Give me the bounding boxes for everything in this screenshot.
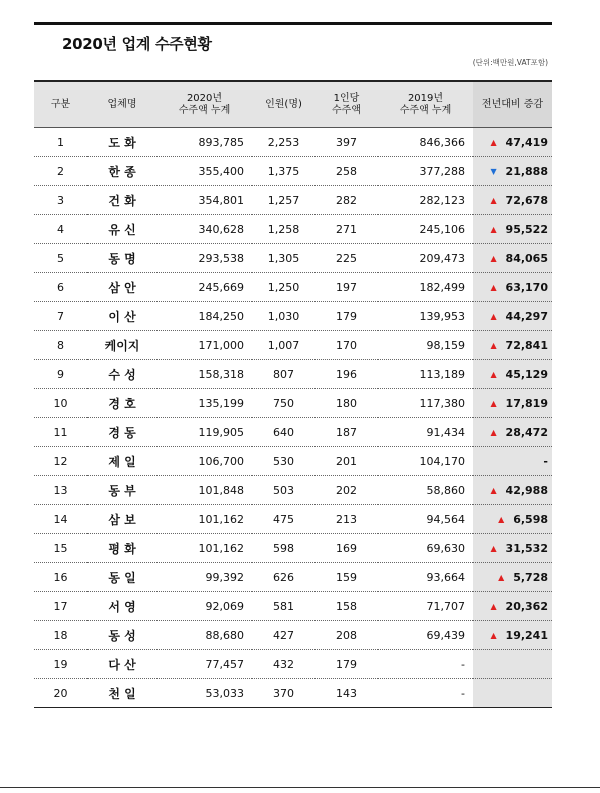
table-row	[34, 650, 552, 679]
staff-cell: 503	[252, 476, 315, 505]
increase-arrow-icon: ▲	[490, 311, 497, 321]
per-capita-cell: 187	[315, 418, 378, 447]
per-capita-cell: 179	[315, 650, 378, 679]
orders-2019-cell: -	[378, 679, 473, 708]
orders-2019-cell: -	[378, 650, 473, 679]
change-value: 20,362	[505, 599, 548, 613]
header-per-capita-line2: 수주액	[332, 104, 361, 116]
increase-arrow-icon: ▲	[490, 224, 497, 234]
rank-cell: 1	[34, 128, 87, 157]
rank-cell: 15	[34, 534, 87, 563]
increase-arrow-icon: ▲	[490, 195, 497, 205]
per-capita-cell: 258	[315, 157, 378, 186]
company-cell: 한 종	[87, 157, 157, 186]
staff-cell: 626	[252, 563, 315, 592]
table-row	[34, 418, 552, 447]
change-cell	[473, 592, 552, 621]
orders-2019-cell: 113,189	[378, 360, 473, 389]
table-row	[34, 157, 552, 186]
change-value: 5,728	[513, 570, 548, 584]
orders-2020-cell: 893,785	[157, 128, 252, 157]
increase-arrow-icon: ▲	[490, 543, 497, 553]
per-capita-cell: 397	[315, 128, 378, 157]
increase-arrow-icon: ▲	[490, 398, 497, 408]
change-value: 47,419	[505, 135, 548, 149]
orders-2020-cell: 354,801	[157, 186, 252, 215]
change-cell	[473, 418, 552, 447]
staff-cell: 427	[252, 621, 315, 650]
per-capita-cell: 271	[315, 215, 378, 244]
staff-cell: 581	[252, 592, 315, 621]
change-value: 45,129	[505, 367, 548, 381]
staff-cell: 1,250	[252, 273, 315, 302]
change-value: 19,241	[505, 628, 548, 642]
increase-arrow-icon: ▲	[490, 630, 497, 640]
orders-2019-cell: 58,860	[378, 476, 473, 505]
orders-2020-cell: 245,669	[157, 273, 252, 302]
increase-arrow-icon: ▲	[490, 427, 497, 437]
orders-2020-cell: 77,457	[157, 650, 252, 679]
company-cell: 도 화	[87, 128, 157, 157]
increase-arrow-icon: ▲	[490, 253, 497, 263]
staff-cell: 807	[252, 360, 315, 389]
table-row	[34, 505, 552, 534]
per-capita-cell: 208	[315, 621, 378, 650]
orders-2020-cell: 99,392	[157, 563, 252, 592]
rank-cell: 19	[34, 650, 87, 679]
change-value: 72,678	[505, 193, 548, 207]
per-capita-cell: 170	[315, 331, 378, 360]
increase-arrow-icon: ▲	[490, 369, 497, 379]
orders-2020-cell: 106,700	[157, 447, 252, 476]
orders-2020-cell: 158,318	[157, 360, 252, 389]
change-value: 44,297	[505, 309, 548, 323]
staff-cell: 530	[252, 447, 315, 476]
increase-arrow-icon: ▲	[490, 485, 497, 495]
change-cell	[473, 157, 552, 186]
per-capita-cell: 169	[315, 534, 378, 563]
rank-cell: 18	[34, 621, 87, 650]
header-change: 전년대비 증감	[473, 81, 552, 128]
table-row	[34, 186, 552, 215]
orders-2019-cell: 69,439	[378, 621, 473, 650]
company-cell: 유 신	[87, 215, 157, 244]
staff-cell: 475	[252, 505, 315, 534]
change-cell	[473, 331, 552, 360]
change-cell	[473, 650, 552, 679]
table-row	[34, 331, 552, 360]
change-cell	[473, 244, 552, 273]
orders-2019-cell: 71,707	[378, 592, 473, 621]
change-cell	[473, 563, 552, 592]
increase-arrow-icon: ▲	[490, 340, 497, 350]
company-cell: 평 화	[87, 534, 157, 563]
table-row	[34, 244, 552, 273]
change-value: 95,522	[505, 222, 548, 236]
table-row	[34, 592, 552, 621]
increase-arrow-icon: ▲	[498, 572, 505, 582]
header-per-capita-line1: 1인당	[333, 92, 360, 104]
change-cell	[473, 215, 552, 244]
company-cell: 수 성	[87, 360, 157, 389]
staff-cell: 640	[252, 418, 315, 447]
rank-cell: 9	[34, 360, 87, 389]
change-cell	[473, 186, 552, 215]
staff-cell: 2,253	[252, 128, 315, 157]
orders-2020-cell: 355,400	[157, 157, 252, 186]
unit-note: (단위:백만원,VAT포함)	[472, 58, 548, 67]
change-value: -	[543, 454, 548, 468]
orders-2019-cell: 846,366	[378, 128, 473, 157]
header-orders-2019	[378, 81, 473, 128]
table-body	[34, 128, 552, 708]
company-cell: 경 호	[87, 389, 157, 418]
table-row	[34, 476, 552, 505]
orders-2019-cell: 377,288	[378, 157, 473, 186]
per-capita-cell: 213	[315, 505, 378, 534]
header-orders-2020	[157, 81, 252, 128]
rank-cell: 7	[34, 302, 87, 331]
change-value: 28,472	[505, 425, 548, 439]
rank-cell: 8	[34, 331, 87, 360]
company-cell: 케이지	[87, 331, 157, 360]
orders-2019-cell: 209,473	[378, 244, 473, 273]
company-cell: 제 일	[87, 447, 157, 476]
staff-cell: 1,258	[252, 215, 315, 244]
change-cell	[473, 505, 552, 534]
change-cell	[473, 302, 552, 331]
per-capita-cell: 159	[315, 563, 378, 592]
per-capita-cell: 179	[315, 302, 378, 331]
rank-cell: 11	[34, 418, 87, 447]
company-cell: 경 동	[87, 418, 157, 447]
company-cell: 동 성	[87, 621, 157, 650]
header-orders-2020-line2: 수주액 누계	[178, 104, 231, 116]
table-row	[34, 679, 552, 708]
title-rule	[34, 22, 552, 25]
per-capita-cell: 225	[315, 244, 378, 273]
change-cell	[473, 621, 552, 650]
table-row	[34, 534, 552, 563]
change-value: 6,598	[513, 512, 548, 526]
table-row	[34, 447, 552, 476]
header-company: 업체명	[87, 81, 157, 128]
rank-cell: 10	[34, 389, 87, 418]
rank-cell: 4	[34, 215, 87, 244]
change-value: 17,819	[505, 396, 548, 410]
orders-2020-cell: 101,848	[157, 476, 252, 505]
company-cell: 이 산	[87, 302, 157, 331]
orders-2019-cell: 282,123	[378, 186, 473, 215]
increase-arrow-icon: ▲	[490, 282, 497, 292]
header-per-capita	[315, 81, 378, 128]
rank-cell: 12	[34, 447, 87, 476]
company-cell: 동 부	[87, 476, 157, 505]
header-orders-2019-line1: 2019년	[407, 92, 444, 104]
per-capita-cell: 282	[315, 186, 378, 215]
orders-2019-cell: 117,380	[378, 389, 473, 418]
change-cell	[473, 128, 552, 157]
table-row	[34, 389, 552, 418]
header-row	[34, 81, 552, 128]
staff-cell: 1,305	[252, 244, 315, 273]
rank-cell: 17	[34, 592, 87, 621]
orders-2020-cell: 101,162	[157, 505, 252, 534]
orders-2019-cell: 182,499	[378, 273, 473, 302]
staff-cell: 432	[252, 650, 315, 679]
company-cell: 삼 보	[87, 505, 157, 534]
rank-cell: 3	[34, 186, 87, 215]
change-value: 63,170	[505, 280, 548, 294]
company-cell: 동 명	[87, 244, 157, 273]
change-cell	[473, 389, 552, 418]
change-cell	[473, 360, 552, 389]
staff-cell: 1,257	[252, 186, 315, 215]
orders-2020-cell: 92,069	[157, 592, 252, 621]
table-row	[34, 215, 552, 244]
increase-arrow-icon: ▲	[498, 514, 505, 524]
table-row	[34, 360, 552, 389]
orders-2019-cell: 91,434	[378, 418, 473, 447]
orders-2019-cell: 69,630	[378, 534, 473, 563]
orders-2020-cell: 88,680	[157, 621, 252, 650]
page-bottom-rule	[0, 787, 600, 788]
page-title: 2020년 업계 수주현황	[62, 35, 212, 53]
orders-2020-cell: 340,628	[157, 215, 252, 244]
header-staff: 인원(명)	[252, 81, 315, 128]
orders-2019-cell: 139,953	[378, 302, 473, 331]
orders-2020-cell: 135,199	[157, 389, 252, 418]
change-cell	[473, 273, 552, 302]
change-cell	[473, 476, 552, 505]
increase-arrow-icon: ▲	[490, 137, 497, 147]
rank-cell: 14	[34, 505, 87, 534]
rank-cell: 13	[34, 476, 87, 505]
table-row	[34, 302, 552, 331]
per-capita-cell: 202	[315, 476, 378, 505]
header-orders-2020-line1: 2020년	[186, 92, 223, 104]
per-capita-cell: 197	[315, 273, 378, 302]
rank-cell: 16	[34, 563, 87, 592]
change-cell	[473, 534, 552, 563]
company-cell: 건 화	[87, 186, 157, 215]
change-value: 84,065	[505, 251, 548, 265]
orders-2020-cell: 184,250	[157, 302, 252, 331]
staff-cell: 370	[252, 679, 315, 708]
per-capita-cell: 158	[315, 592, 378, 621]
staff-cell: 598	[252, 534, 315, 563]
per-capita-cell: 196	[315, 360, 378, 389]
rank-cell: 5	[34, 244, 87, 273]
change-value: 31,532	[505, 541, 548, 555]
orders-2019-cell: 93,664	[378, 563, 473, 592]
orders-2020-cell: 119,905	[157, 418, 252, 447]
change-value: 42,988	[505, 483, 548, 497]
change-cell	[473, 447, 552, 476]
orders-table	[34, 80, 552, 708]
staff-cell: 1,030	[252, 302, 315, 331]
header-rank: 구분	[34, 81, 87, 128]
staff-cell: 1,375	[252, 157, 315, 186]
company-cell: 천 일	[87, 679, 157, 708]
table-row	[34, 128, 552, 157]
company-cell: 서 영	[87, 592, 157, 621]
change-cell	[473, 679, 552, 708]
orders-2019-cell: 98,159	[378, 331, 473, 360]
table-row	[34, 621, 552, 650]
per-capita-cell: 201	[315, 447, 378, 476]
table-row	[34, 563, 552, 592]
orders-2019-cell: 94,564	[378, 505, 473, 534]
company-cell: 삼 안	[87, 273, 157, 302]
rank-cell: 6	[34, 273, 87, 302]
header-orders-2019-line2: 수주액 누계	[399, 104, 452, 116]
table-row	[34, 273, 552, 302]
change-value: 21,888	[505, 164, 548, 178]
company-cell: 동 일	[87, 563, 157, 592]
per-capita-cell: 180	[315, 389, 378, 418]
decrease-arrow-icon: ▼	[490, 166, 497, 176]
orders-2019-cell: 104,170	[378, 447, 473, 476]
per-capita-cell: 143	[315, 679, 378, 708]
change-value: 72,841	[505, 338, 548, 352]
orders-2020-cell: 101,162	[157, 534, 252, 563]
staff-cell: 750	[252, 389, 315, 418]
company-cell: 다 산	[87, 650, 157, 679]
orders-2020-cell: 293,538	[157, 244, 252, 273]
rank-cell: 20	[34, 679, 87, 708]
orders-2020-cell: 171,000	[157, 331, 252, 360]
orders-2020-cell: 53,033	[157, 679, 252, 708]
increase-arrow-icon: ▲	[490, 601, 497, 611]
orders-2019-cell: 245,106	[378, 215, 473, 244]
staff-cell: 1,007	[252, 331, 315, 360]
rank-cell: 2	[34, 157, 87, 186]
